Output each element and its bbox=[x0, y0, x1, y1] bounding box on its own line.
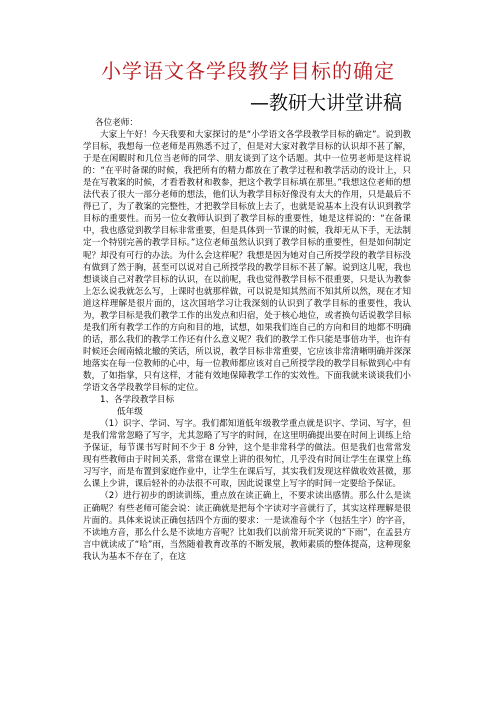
document-subtitle: —教研大讲堂讲稿 bbox=[250, 92, 403, 114]
document-title: 小学语文各学段教学目标的确定 bbox=[101, 59, 395, 83]
intro-paragraph: 大家上午好！今天我要和大家探讨的是“小学语文各学段教学目标的确定”。说到教学目标，我想每一位老师是再熟悉不过了，但是对大家对教学目标的认识却不甚了解，于是在闲暇时和几位当老师的同学、朋友谈到了这个话题。其中一位男老师是这样说的：“在平时备课的时候，我把所有的精力都放在了教学过程和教学活动的设计上，只是在写教案的时候，才看看教材和教参，把这个教学目标填在那里。”我想这位老师的想法代表了很大一部分老师的想法，他们认为教学目标好像没有太大的作用，只是最后不得已了，为了教案的完整性，才把教学目标放上去了，也就是说基本上没有认识到教学目标的重要性。而另一位女教师认识到了教学目标的重要性，她是这样说的：“在备课中，我也感觉到教学目标非常重要，但是具体到一节课的时候，我却无从下手，无法制定一个特别完善的教学目标。”这位老师虽然认识到了教学目标的重要性，但是如何制定呢？却没有可行的办法。为什么会这样呢？我想是因为她对自己所授学段的教学目标没有做到了然于胸，甚至可以说对自己所授学段的教学目标不甚了解。说到这儿呢，我也想谈谈自己对教学目标的认识，在以前呢，我也觉得教学目标不很重要，只是认为教参上怎么说我就怎么写，上课时也就那样做，可以说是知其然而不知其所以然，现在才知道这样理解是很片面的，这次国培学习让我深刻的认识到了教学目标的重要性，我认为，教学目标是我们教学工作的出发点和归宿，处于核心地位，或者换句话说教学目标是我们所有教学工作的方向和目的地，试想，如果我们连自己的方向和目的地都不明确的话，那么我们的教学工作还有什么意义呢？我们的教学工作只能是事倍功半，也许有时候还会闹南辕北辙的笑话，所以说，教学目标非常重要，它应该非常清晰明确并深深地落实在每一位教师的心中，每一位教师都应该对自己所授学段的教学目标做到心中有数，了如指掌，只有这样，才能有效地保障教学工作的实效性。下面我就来谈谈我们小学语文各学段教学目标的定位。 bbox=[83, 130, 411, 394]
section-heading: 1、各学段教学目标 bbox=[100, 395, 175, 406]
greeting: 各位老师： bbox=[95, 118, 138, 128]
point-1-paragraph: （1）识字、学词、写字。我们都知道低年级教学重点就是识字、学词、写字，但是我们常常忽略了写字，尤其忽略了写字的时间，在这里明确提出要在时间上训练上给予保证，每节课书写时间不少于 8 分钟，这个是非常科学的做法。但是我们也常常发现有些教师由于时间关系，常常在课堂上讲的很匆忙，几乎没有时间让学生在课堂上练习写字，而是布置到家庭作业中，让学生在课后写，其实我们发现这样做收效甚微，那么课上少讲，课后轻补的办法很不可取，因此说课堂上写字的时间一定要给予保证。 bbox=[83, 419, 411, 490]
document-body bbox=[83, 117, 411, 563]
point-2-paragraph: （2）进行初步的朗读训练，重点放在读正确上，不要求读出感情。那么什么是读正确呢？有些老师可能会说：读正确就是把每个字读对字音就行了，其实这样理解是很片面的。具体来说读正确包括四个方面的要求：一是读准每个字（包括生字）的字音，不读地方音，那么什么是不读地方音呢？比如我们以前常开玩笑说的“下雨”，在孟县方言中就读成了“哈”雨，当然随着教育改革的不断发展，教师素质的整体提高，这种现象我认为基本不存在了，在这 bbox=[83, 491, 411, 562]
subsection-heading: 低年级 bbox=[117, 407, 143, 418]
